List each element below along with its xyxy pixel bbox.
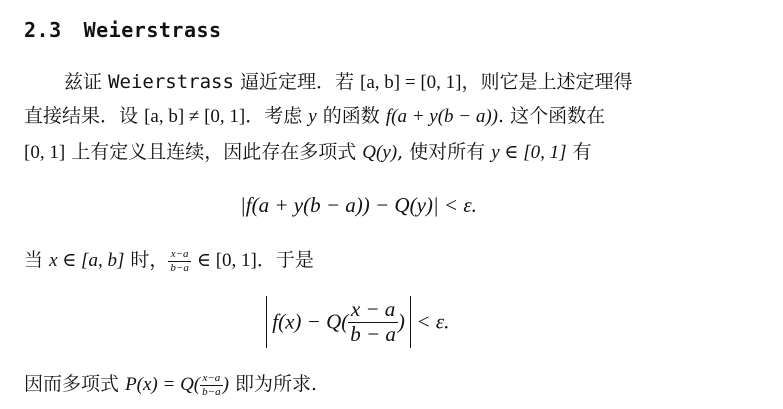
math-poly: Q(y) (362, 142, 398, 163)
math-poly: P(x) = Q( (125, 374, 201, 395)
section-heading (24, 18, 222, 42)
inline-fraction (168, 248, 190, 273)
fraction-numerator: x−a (168, 248, 190, 261)
text: 逼近定理．若 (239, 71, 354, 93)
section-number: 2.3 (24, 18, 62, 42)
math-interval: [0, 1] (24, 142, 66, 163)
equation-right: ) (397, 309, 405, 334)
text: 当 (24, 249, 44, 271)
paragraph-line-5 (24, 372, 317, 398)
math-close: ) (222, 374, 229, 395)
math-condition: x ∈ [a, b] (49, 250, 125, 271)
abs-bar-right (410, 296, 411, 348)
fraction-numerator: x−a (200, 372, 222, 385)
abs-bar-left (266, 296, 267, 348)
paragraph-line-4 (24, 248, 314, 274)
text: 即为所求. (234, 373, 317, 395)
text: , 使对所有 (397, 141, 486, 163)
math-interval: ∈ [0, 1] (196, 250, 257, 271)
text: 有 (572, 141, 592, 163)
paragraph-line-1 (64, 70, 633, 95)
equation-1 (240, 193, 477, 218)
math-inequality: [a, b] ≠ [0, 1] (144, 106, 246, 127)
fraction-numerator: x − a (348, 298, 398, 322)
text: . 这个函数在 (498, 105, 606, 127)
math-interval: [a, b] = [0, 1] (360, 72, 462, 93)
paragraph-line-2 (24, 104, 605, 129)
math-var: y (308, 106, 317, 127)
theorem-name: Weierstrass (108, 71, 234, 93)
equation-text: |f(a + y(b − a)) − Q(y)| < ε. (240, 193, 477, 217)
text: ．于是 (256, 249, 314, 271)
paragraph-line-3 (24, 140, 592, 165)
fraction-denominator: b−a (202, 385, 221, 398)
math-condition: y ∈ [0, 1] (491, 142, 567, 163)
text: 上有定义且连续，因此存在多项式 (71, 141, 357, 163)
equation-2 (266, 296, 449, 348)
display-fraction (348, 298, 398, 345)
inline-fraction (200, 372, 222, 397)
text: 直接结果．设 (24, 105, 139, 127)
math-function: f(a + y(b − a)) (385, 106, 499, 127)
text: ，则它是上述定理得 (461, 71, 633, 93)
section-title: Weierstrass (83, 18, 222, 42)
text: 时， (130, 249, 169, 271)
equation-left: f(x) − Q( (272, 309, 349, 334)
text: 兹证 (64, 71, 103, 93)
text: ．考虑 (245, 105, 303, 127)
text: 因而多项式 (24, 373, 120, 395)
fraction-denominator: b−a (170, 261, 189, 274)
text: 的函数 (322, 105, 380, 127)
fraction-denominator: b − a (350, 321, 396, 346)
equation-tail: < ε. (416, 309, 450, 334)
